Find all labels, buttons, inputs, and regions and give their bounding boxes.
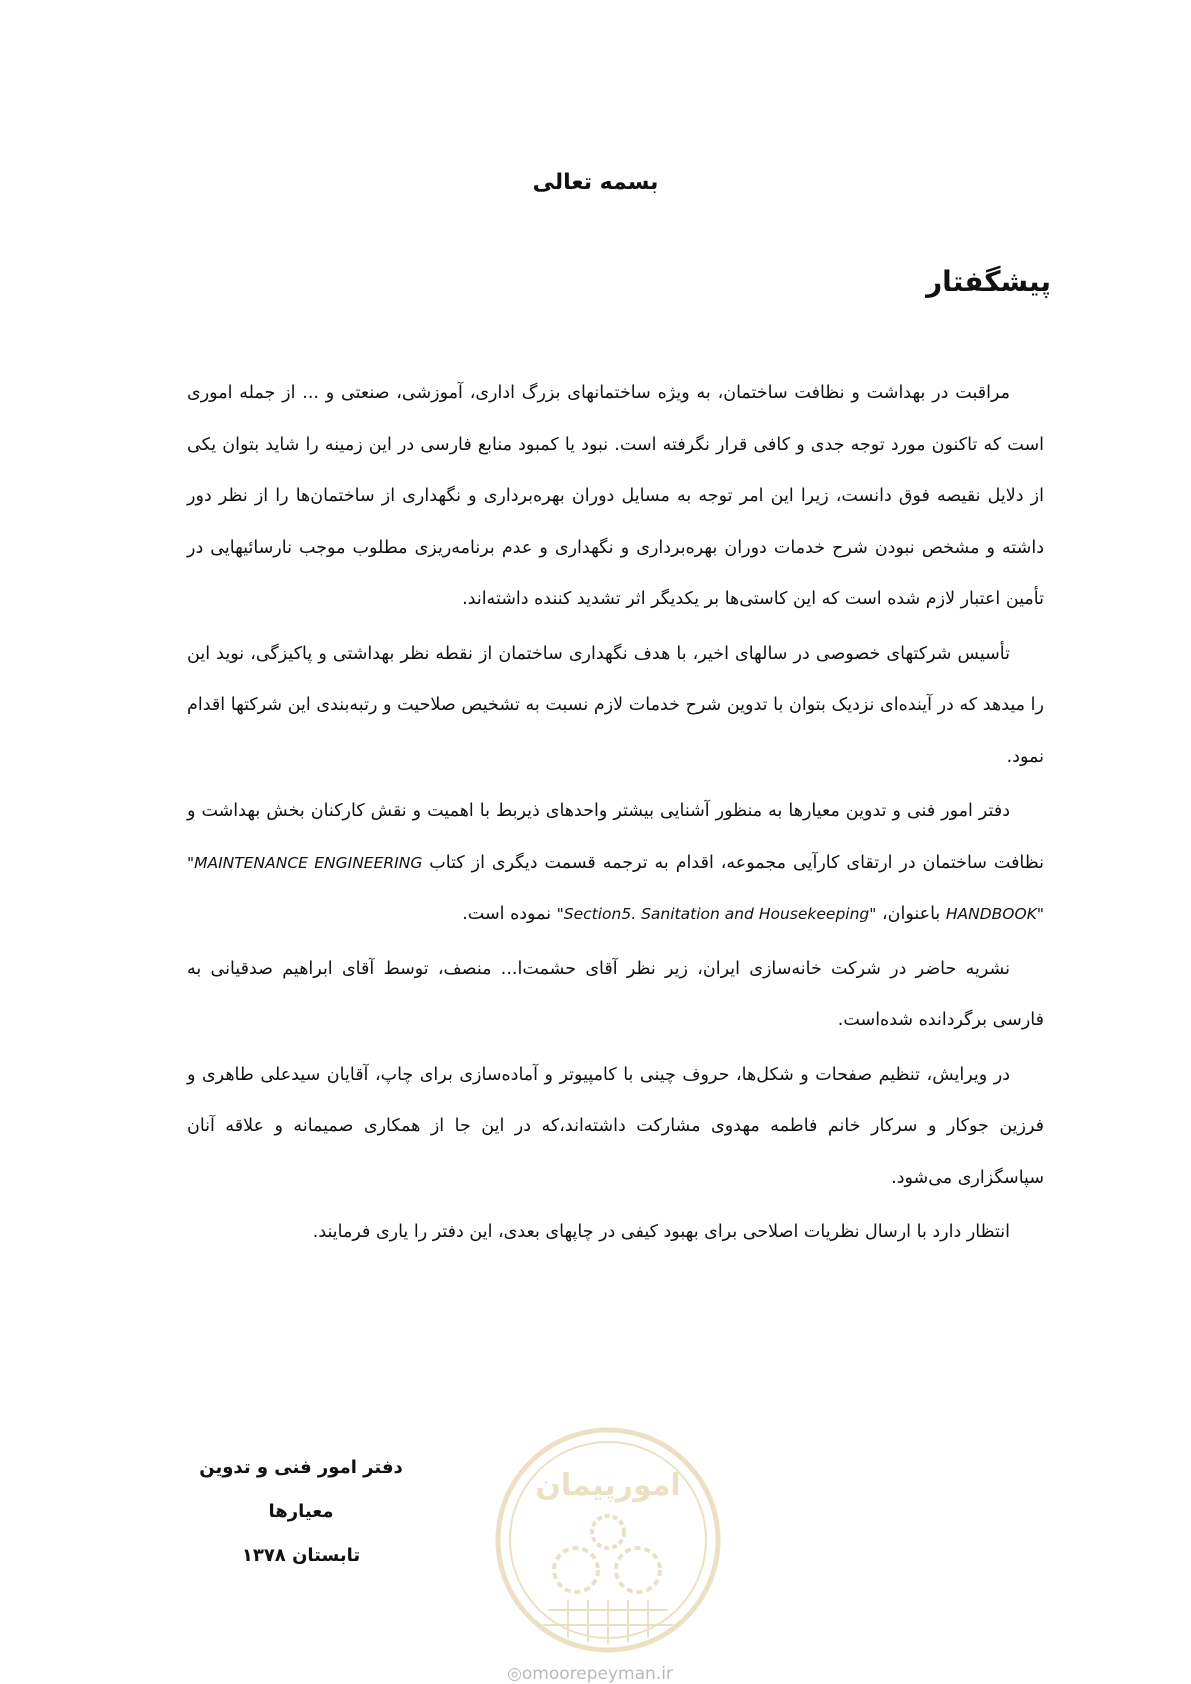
watermark-icon: ◎	[507, 1664, 522, 1684]
seal-graphic	[488, 1420, 728, 1660]
watermark-text: omoorepeyman.ir	[521, 1664, 673, 1684]
paragraph-2: تأسیس شرکتهای خصوصی در سالهای اخیر، با هدف نگهداری ساختمان از نقطه نظر بهداشتی و پاکیزگی، نوید این را میدهد که در آینده‌ای نزدیک بتوان با تدوین شرح خدمات لازم نسبت به تشخیص صلاحیت و رتبه‌بندی این شرکتها اقدام نمود.	[187, 643, 1044, 767]
section-title: "Section5. Sanitation and Housekeeping"	[556, 905, 877, 923]
basmala: بسمه تعالی	[532, 170, 659, 195]
signature-date: تابستان ۱۳۷۸	[241, 1545, 361, 1566]
paragraph-5: در ویرایش، تنظیم صفحات و شکل‌ها، حروف چینی با کامپیوتر و آماده‌سازی برای چاپ، آقایان سیدعلی طاهری و فرزین جوکار و سرکار خانم فاطمه مهدوی مشارکت داشته‌اند،که در این جا از همکاری صمیمانه و علاقه آنان سپاسگزاری می‌شود.	[187, 1064, 1044, 1188]
page-title: پیشگفتار	[926, 265, 1051, 298]
paragraph-3-end: نموده است.	[462, 904, 552, 924]
signature-block	[171, 1446, 431, 1578]
paragraph-3-intro: دفتر امور فنی و تدوین معیارها به منظور آشنایی بیشتر واحدهای ذیربط با اهمیت و نقش کارکنان بخش بهداشت و نظافت ساختمان در ارتقای کارآیی مجموعه، اقدام به ترجمه قسمت دیگری از کتاب	[187, 801, 1044, 873]
signature-office: دفتر امور فنی و تدوین معیارها	[199, 1457, 403, 1522]
paragraph-3-connector: باعنوان،	[881, 904, 941, 924]
watermark	[490, 1664, 690, 1684]
foreword-body	[187, 368, 1044, 1262]
paragraph-3	[187, 786, 1044, 941]
paragraph-1: مراقبت در بهداشت و نظافت ساختمان، به ویژه ساختمانهای بزرگ اداری، آموزشی، صنعتی و ... از جمله اموری است که تاکنون مورد توجه جدی و کافی قرار نگرفته است. نبود یا کمبود منابع فارسی در این زمینه را شاید بتوان یکی از دلایل نقیصه فوق دانست، زیرا این امر توجه به مسایل دوران بهره‌برداری و نگهداری از ساختمان‌ها را از نظر دور داشته و مشخص نبودن شرح خدمات دوران بهره‌برداری و نگهداری و عدم برنامه‌ریزی مطلوب موجب نارسائیهایی در تأمین اعتبار لازم شده است که این کاستی‌ها بر یکدیگر اثر تشدید کننده داشته‌اند.	[187, 383, 1044, 609]
seal-stamp-icon	[488, 1420, 728, 1660]
paragraph-6: انتظار دارد با ارسال نظریات اصلاحی برای بهبود کیفی در چاپهای بعدی، این دفتر را یاری فرمایند.	[312, 1222, 1010, 1242]
book-title: "MAINTENANCE ENGINEERING HANDBOOK"	[187, 853, 1044, 923]
paragraph-4: نشریه حاضر در شرکت خانه‌سازی ایران، زیر نظر آقای حشمت‌ا... منصف، توسط آقای ابراهیم صدقیانی به فارسی برگردانده شده‌است.	[187, 958, 1044, 1030]
seal-lettering: امورپیمان	[535, 1468, 681, 1503]
